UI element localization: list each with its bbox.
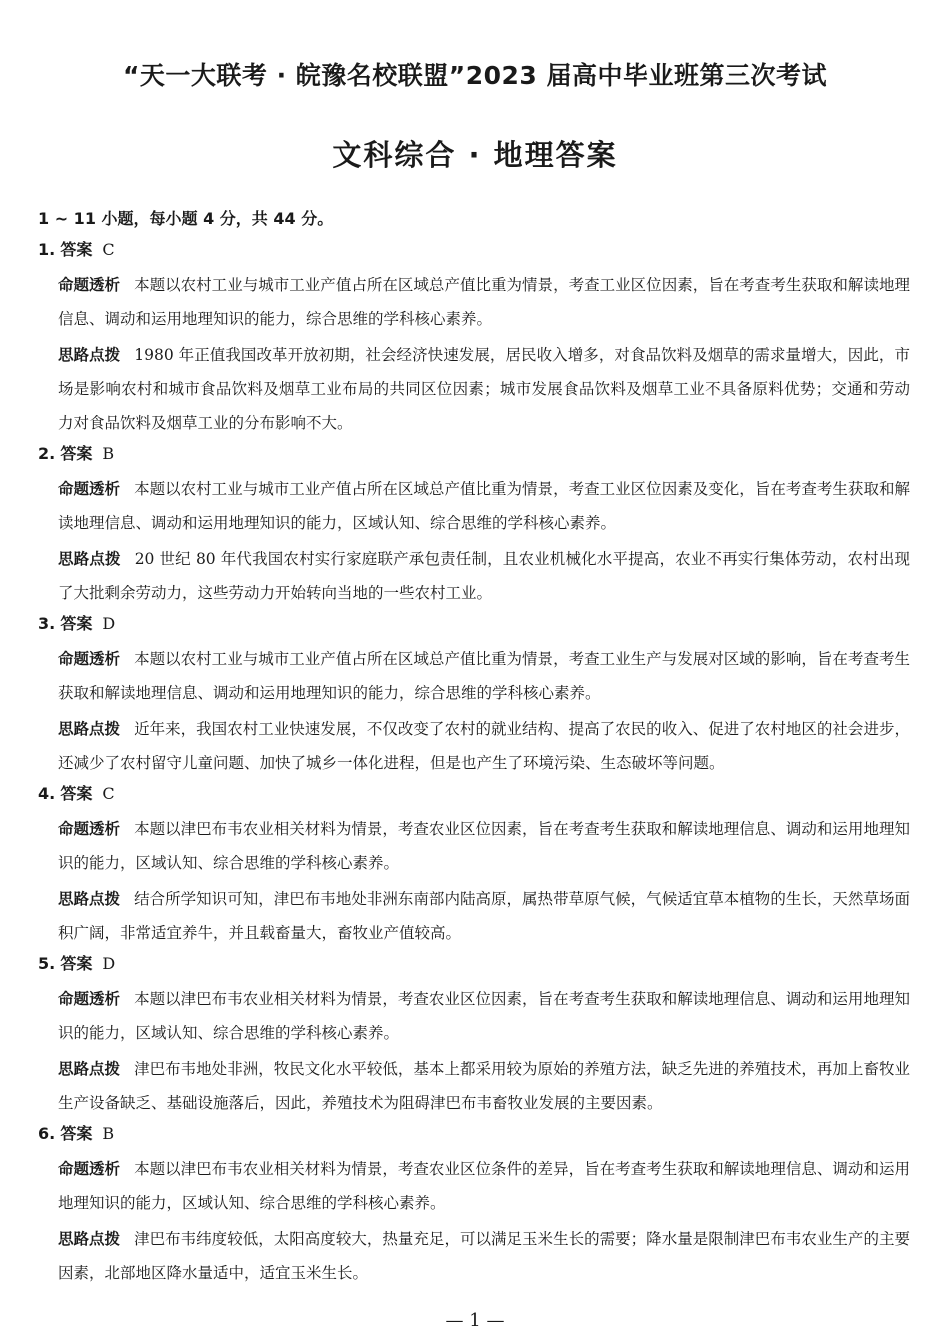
analysis-text: 本题以农村工业与城市工业产值占所在区域总产值比重为情景，考查工业生产与发展对区域的影响，旨在考查考生获取和解读地理信息、调动和运用地理知识的能力，综合思维的学科核心素养。 [58,650,910,702]
analysis-text: 本题以津巴布韦农业相关材料为情景，考查农业区位因素，旨在考查考生获取和解读地理信息、调动和运用地理知识的能力，区域认知、综合思维的学科核心素养。 [58,990,910,1042]
analysis-label: 命题透析 [58,1160,121,1178]
answer-label: 答案 [60,954,93,973]
document-title: “天一大联考 · 皖豫名校联盟”2023 届高中毕业班第三次考试 [122,61,828,90]
answer-line [38,238,910,268]
answer-label: 答案 [60,240,93,259]
hint-label: 思路点拨 [58,720,121,738]
analysis-label: 命题透析 [58,820,121,838]
section-intro: 1 ~ 11 小题，每小题 4 分，共 44 分。 [38,209,334,228]
hint-text: 津巴布韦纬度较低，太阳高度较大，热量充足，可以满足玉米生长的需要；降水量是限制津巴布韦农业生产的主要因素，北部地区降水量适中，适宜玉米生长。 [58,1230,910,1282]
analysis-text: 本题以农村工业与城市工业产值占所在区域总产值比重为情景，考查工业区位因素，旨在考查考生获取和解读地理信息、调动和运用地理知识的能力，综合思维的学科核心素养。 [58,276,910,328]
question-item [38,782,910,950]
page-number: — 1 — [445,1310,505,1331]
answer-value: D [102,954,116,973]
analysis-text: 本题以津巴布韦农业相关材料为情景，考查农业区位条件的差异，旨在考查考生获取和解读地理信息、调动和运用地理知识的能力，区域认知、综合思维的学科核心素养。 [58,1160,910,1212]
question-number: 1. [38,240,56,259]
hint-text: 1980 年正值我国改革开放初期，社会经济快速发展，居民收入增多，对食品饮料及烟草的需求量增大，因此，市场是影响农村和城市食品饮料及烟草工业布局的共同区位因素；城市发展食品饮料及烟草工业不具备原料优势；交通和劳动力对食品饮料及烟草工业的分布影响不大。 [58,346,910,432]
answer-label: 答案 [60,614,93,633]
hint-label: 思路点拨 [58,890,121,908]
analysis-label: 命题透析 [58,650,121,668]
analysis-paragraph [58,812,910,880]
analysis-label: 命题透析 [58,276,121,294]
hint-text: 结合所学知识可知，津巴布韦地处非洲东南部内陆高原，属热带草原气候，气候适宜草本植物的生长，天然草场面积广阔，非常适宜养牛，并且载畜量大，畜牧业产值较高。 [58,890,910,942]
question-item [38,952,910,1120]
analysis-paragraph [58,982,910,1050]
analysis-paragraph [58,1152,910,1220]
hint-text: 近年来，我国农村工业快速发展，不仅改变了农村的就业结构、提高了农民的收入、促进了农村地区的社会进步，还减少了农村留守儿童问题、加快了城乡一体化进程，但是也产生了环境污染、生态破坏等问题。 [58,720,910,772]
answer-value: B [102,1124,115,1143]
question-item [38,442,910,610]
answer-line [38,952,910,982]
question-item [38,612,910,780]
analysis-paragraph [58,642,910,710]
answer-line [38,1122,910,1152]
answer-label: 答案 [60,444,93,463]
answer-value: C [102,784,115,803]
question-item [38,238,910,440]
answer-list [38,238,910,1292]
answer-value: C [102,240,115,259]
analysis-label: 命题透析 [58,990,121,1008]
question-number: 5. [38,954,56,973]
analysis-label: 命题透析 [58,480,121,498]
answer-line [38,612,910,642]
answer-value: B [102,444,115,463]
answer-value: D [102,614,116,633]
question-number: 2. [38,444,56,463]
analysis-paragraph [58,268,910,336]
hint-paragraph [58,338,910,440]
answer-line [38,442,910,472]
hint-paragraph [58,1222,910,1290]
hint-label: 思路点拨 [58,550,121,568]
analysis-text: 本题以农村工业与城市工业产值占所在区域总产值比重为情景，考查工业区位因素及变化，旨在考查考生获取和解读地理信息、调动和运用地理知识的能力，区域认知、综合思维的学科核心素养。 [58,480,910,532]
analysis-paragraph [58,472,910,540]
question-number: 6. [38,1124,56,1143]
hint-text: 津巴布韦地处非洲，牧民文化水平较低，基本上都采用较为原始的养殖方法，缺乏先进的养殖技术，再加上畜牧业生产设备缺乏、基础设施落后，因此，养殖技术为阻碍津巴布韦畜牧业发展的主要因素。 [58,1060,910,1112]
document-subtitle: 文科综合 · 地理答案 [332,138,618,172]
analysis-text: 本题以津巴布韦农业相关材料为情景，考查农业区位因素，旨在考查考生获取和解读地理信息、调动和运用地理知识的能力，区域认知、综合思维的学科核心素养。 [58,820,910,872]
hint-paragraph [58,542,910,610]
hint-paragraph [58,712,910,780]
answer-label: 答案 [60,1124,93,1143]
hint-text: 20 世纪 80 年代我国农村实行家庭联产承包责任制，且农业机械化水平提高，农业不再实行集体劳动，农村出现了大批剩余劳动力，这些劳动力开始转向当地的一些农村工业。 [58,550,910,602]
hint-label: 思路点拨 [58,1060,121,1078]
question-number: 4. [38,784,56,803]
hint-label: 思路点拨 [58,346,121,364]
hint-paragraph [58,882,910,950]
answer-line [38,782,910,812]
hint-paragraph [58,1052,910,1120]
answer-label: 答案 [60,784,93,803]
question-item [38,1122,910,1290]
hint-label: 思路点拨 [58,1230,121,1248]
question-number: 3. [38,614,56,633]
